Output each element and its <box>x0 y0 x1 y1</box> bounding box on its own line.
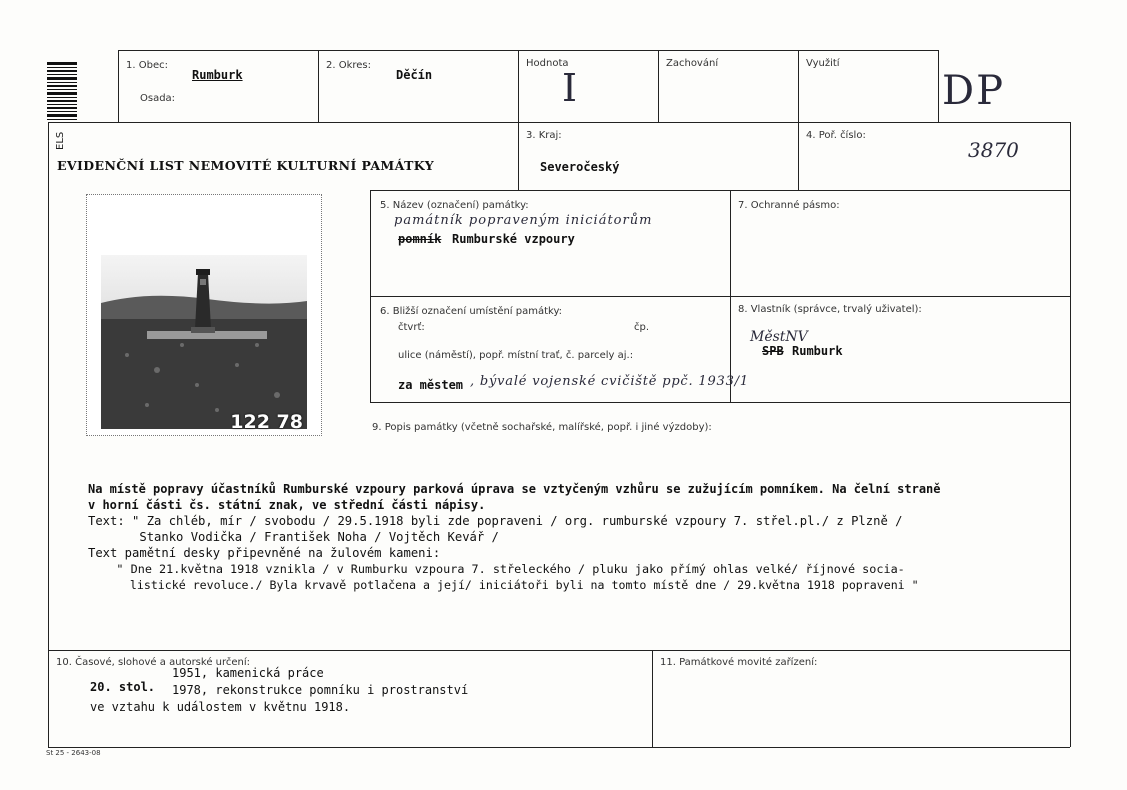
nazev-value: Rumburské vzpoury <box>452 232 575 246</box>
barcode-text: ELS <box>55 131 66 150</box>
monument-photo <box>86 194 322 436</box>
vlastnik-handwritten: MěstNV <box>750 329 808 345</box>
description-line: Na místě popravy účastníků Rumburské vzpoury parková úprava se vztyčeným vzhůru se zužujícím pomníkem. Na čelní straně <box>88 482 941 496</box>
description-line: Text: " Za chléb, mír / svobodu / 29.5.1918 byli zde popraveni / org. rumburské vzpoury 7. střel.pl./ z Plzně / <box>88 514 903 528</box>
movite-label: 11. Památkové movité zařízení: <box>660 657 818 668</box>
okres-label: 2. Okres: <box>326 60 372 71</box>
umisteni-label: 6. Bližší označení umístění památky: <box>380 306 563 317</box>
urceni-line1: 1951, kamenická práce <box>172 666 324 680</box>
por-cislo-value: 3870 <box>968 138 1019 162</box>
description-line: listické revoluce./ Byla krvavě potlačena a její/ iniciátoři byli na tomto místě dne / 29.května 1918 popraveni " <box>88 578 919 592</box>
nazev-struck: pomník <box>398 232 442 246</box>
urceni-line2: 1978, rekonstrukce pomníku i prostranství <box>172 683 469 697</box>
urceni-label: 10. Časové, slohové a autorské určení: <box>56 657 251 668</box>
zachovani-label: Zachování <box>666 58 719 69</box>
ulice-label: ulice (náměstí), popř. místní trať, č. parcely aj.: <box>398 350 634 361</box>
nazev-handwritten: památník popraveným iniciátorům <box>394 213 653 228</box>
barcode <box>47 62 79 156</box>
photo-number: 122 78 <box>230 411 303 433</box>
umisteni-value: za městem <box>398 378 464 392</box>
osada-label: Osada: <box>140 93 176 104</box>
hodnota-value: I <box>562 66 578 110</box>
nazev-label: 5. Název (označení) památky: <box>380 200 529 211</box>
umisteni-handwritten: , bývalé vojenské cvičiště ppč. 1933/1 <box>470 374 749 389</box>
kraj-value: Severočeský <box>540 160 620 174</box>
okres-value: Děčín <box>396 68 433 82</box>
obec-label: 1. Obec: <box>126 60 168 71</box>
vlastnik-value: Rumburk <box>792 344 843 358</box>
description-line: " Dne 21.května 1918 vznikla / v Rumburku vzpoura 7. střeleckého / pluku jako přímý ohlas velké/ říjnové socia- <box>88 562 905 576</box>
ctvrt-label: čtvrť: <box>398 322 425 333</box>
description-line: Text pamětní desky připevněné na žulovém kameni: <box>88 546 441 560</box>
urceni-overtyped: 20. stol. <box>90 680 156 694</box>
monument-photo-image <box>87 195 321 435</box>
footer-code: St 25 - 2643-08 <box>46 749 101 757</box>
obec-value: Rumburk <box>192 68 243 82</box>
form-title: EVIDENČNÍ LIST NEMOVITÉ KULTURNÍ PAMÁTKY <box>57 158 435 173</box>
hodnota-label: Hodnota <box>526 58 569 69</box>
urceni-line3: ve vztahu k událostem v květnu 1918. <box>90 700 351 714</box>
ochranne-pasmo-label: 7. Ochranné pásmo: <box>738 200 840 211</box>
description-line: v horní části čs. státní znak, ve střední části nápisy. <box>88 498 486 512</box>
popis-label: 9. Popis památky (včetně sochařské, malířské, popř. i jiné výzdoby): <box>372 422 712 433</box>
kraj-label: 3. Kraj: <box>526 130 562 141</box>
vlastnik-struck: SPB <box>762 344 784 358</box>
vlastnik-label: 8. Vlastník (správce, trvalý uživatel): <box>738 304 922 315</box>
cp-label: čp. <box>634 322 650 333</box>
description-line: Stanko Vodička / František Noha / Vojtěch Kevář / <box>88 530 499 544</box>
vyuziti-label: Využití <box>806 58 840 69</box>
dp-mark: DP <box>942 68 1005 114</box>
por-cislo-label: 4. Poř. číslo: <box>806 130 866 141</box>
